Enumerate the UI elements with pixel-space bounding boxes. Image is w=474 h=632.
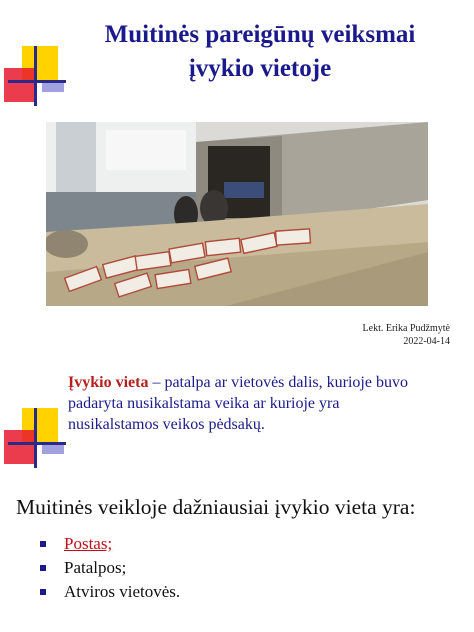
- credit-date: 2022-04-14: [403, 336, 450, 347]
- decorative-squares-top: [4, 46, 66, 108]
- author-credit: [363, 322, 450, 348]
- slide-title-line1: Muitinės pareigūnų veiksmai: [104, 21, 416, 48]
- scene-photo: [46, 122, 428, 306]
- list-item: [40, 532, 180, 556]
- list-item-label: Patalpos;: [64, 558, 127, 577]
- bullet-square-icon: [40, 541, 46, 547]
- slide-title: [60, 18, 460, 86]
- location-list: [40, 532, 180, 604]
- definition-block: [68, 372, 418, 435]
- definition-text: – patalpa ar vietovės dalis, kurioje buvo padaryta nusikalstama veika ar kurioje yra nusikalstamos veikos pėdsakų.: [68, 374, 408, 433]
- decorative-squares-middle: [4, 408, 66, 470]
- intro-text: Muitinės veikloje dažniausiai įvykio vieta yra:: [16, 495, 416, 519]
- list-item: [40, 580, 180, 604]
- bullet-square-icon: [40, 589, 46, 595]
- slide-title-line2: įvykio vietoje: [188, 55, 332, 82]
- bullet-square-icon: [40, 565, 46, 571]
- author-name: Lekt. Erika Pudžmytė: [362, 323, 450, 334]
- postas-link[interactable]: Postas;: [64, 534, 113, 553]
- definition-term: Įvykio vieta: [68, 374, 149, 391]
- list-item: [40, 556, 180, 580]
- list-item-label: Atviros vietovės.: [64, 582, 181, 601]
